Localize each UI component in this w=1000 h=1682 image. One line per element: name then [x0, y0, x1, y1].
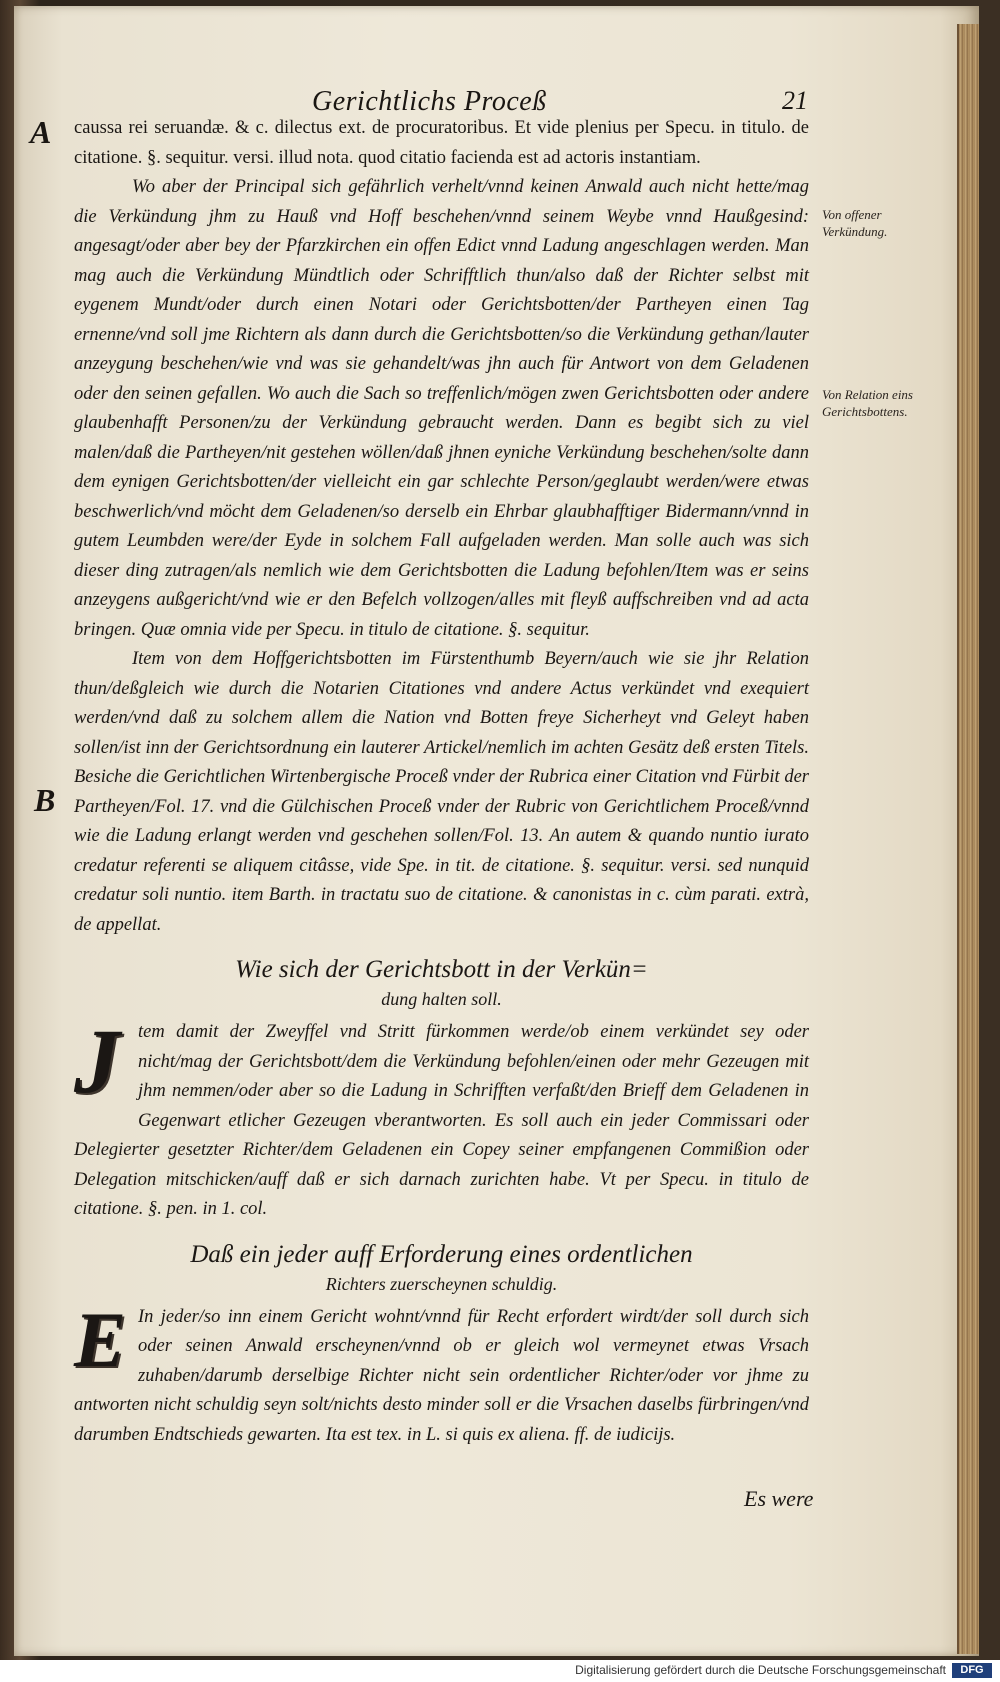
drop-initial-j: J: [74, 1010, 120, 1112]
signature-mark-b: B: [34, 782, 56, 818]
paragraph-2: Wo aber der Principal sich gefährlich verhelt/vnnd keinen Anwald auch nicht hette/mag die Verkündung jhm zu Hauß vnd Hoff beschehen/vnnd seinem Weybe vnnd Haußgesind: angesagt/oder aber bey der Pfarzkirchen ein offen Edict vnnd Ladung angeschlagen werden. Man mag auch die Verkündung Mündtlich oder Schrifftlich thun/also daß der Richter selbst mit eygenem Mundt/oder durch einen Notari oder Gerichtsbotten/der Partheyen einen Tag ernenne/vnd soll jme Richtern als dann durch die Gerichtsbotten/so die Verkündung gethan/lauter anzeygung beschehen/wie vnd was sie gehandelt/was jhn auch für Antwort von dem Geladenen oder den seinen gefallen. Wo auch die Sach so treffenlich/mögen zwen Gerichtsbotten oder andere glaubenhafft Personen/zu der Verkündung gebraucht werden. Dann es begibt sich zu viel malen/daß die Partheyen/nit gestehen wöllen/daß jhnen eyniche Verkündung beschehen/solte dann dem eynigen Gerichtsbotten/der vielleicht ein gar schlechte Person/geglaubt werden/were etwas beschwerlich/vnd möcht dem Geladenen/so derselb ein Ehrbar glaubhafftiger Bidermann/vnnd in gutem Leumbden were/der Eyde in solchem Fall aufgeladen werden. Man solle auch was sich dieser ding zutragen/als nemlich wie dem Gerichtsbotten die Ladung befohlen/Item was er seins anzeygens außgericht/vnd wie er den Befelch vollzogen/alles mit fleyß auffschreiben vnd ad acta bringen. Quæ omnia vide per Specu. in titulo de citatione. §. sequitur.: [74, 177, 809, 640]
section-heading-1: Wie sich der Gerichtsbott in der Verkün=: [235, 956, 648, 983]
main-text: [74, 114, 809, 1450]
paragraph-1: caussa rei seruandæ. & c. dilectus ext. de procuratoribus. Et vide plenius per Specu. in titulo. de citatione. §. sequitur. versi. illud nota. quod citatio facienda est ad actoris instantiam.: [74, 118, 809, 168]
section-heading-2: Daß ein jeder auff Erforderung eines ordentlichen: [190, 1240, 693, 1268]
page-number: 21: [782, 86, 808, 115]
signature-mark-a: A: [30, 114, 52, 150]
catchword: Es were: [744, 1486, 814, 1511]
dfg-logo-icon: DFG: [952, 1663, 992, 1678]
drop-initial-e: E: [74, 1295, 127, 1383]
section-body-1: [74, 1010, 809, 1225]
margin-note-1: Von offener Verkündung.: [822, 207, 888, 239]
paragraph-3: Item von dem Hoffgerichtsbotten im Fürstenthumb Beyern/auch wie sie jhr Relation thun/deßgleich wie durch die Notarien Citationes vnd andere Actus verkündet vnd exequiert werden/vnd daß zu solchem allem die Nation vnd Botten freye Sicherheyt vnd Geleyt haben sollen/ist inn der Gerichtsordnung ein lauterer Artickel/nemlich im achten Gesätz deß ersten Titels. Besiche die Gerichtlichen Wirtenbergische Proceß vnder der Rubrica einer Citation vnd Fürbit der Partheyen/Fol. 17. vnd die Gülchischen Proceß vnder der Rubric von Gerichtlichem Proceß/vnnd wie die Ladung erlangt werden vnd geschehen sollen/Fol. 13. An autem & quando nuntio iurato credatur referenti se aliquem citâsse, vide Spe. in tit. de citatione. §. sequitur. versi. sed nunquid credatur soli nuntio. item Barth. in tractatu suo de citatione. & canonistas in c. cùm parati. extrà, de appellat.: [74, 649, 809, 935]
margin-note-2: Von Relation eins Gerichtsbottens.: [822, 387, 913, 419]
section-text-1: tem damit der Zweyffel vnd Stritt fürkommen werde/ob einem verkündet sey oder nicht/mag der Gerichtsbott/dem die Verkündung befohlen/einen oder mehr Gezeugen mit jhm nemmen/oder aber so die Ladung in Schrifften verfaßt/den Brieff dem Geladenen in Gegenwart etlicher Gezeugen vberantworten. Es soll auch ein jeder Commissari oder Delegierter gesetzter Richter/dem Geladenen ein Copey seiner empfangenen Commißion oder Delegation mitschicken/auff daß er sich darnach zurichten habe. Vt per Specu. in titulo de citatione. §. pen. in 1. col.: [74, 1022, 809, 1219]
footer-bar: [0, 1660, 1000, 1682]
book-page: [14, 6, 979, 1656]
section-subheading-2: Richters zuerscheynen schuldig.: [325, 1273, 558, 1294]
section-text-2: In jeder/so inn einem Gericht wohnt/vnnd für Recht erfordert wirdt/der soll durch sich oder seinen Anwald erscheynen/vnnd ob er gleich wol vermeynet etwas Vrsach zuhaben/darumb derselbige Richter nicht sein ordentlicher Richter/oder vor jhme zu antworten nicht schuldig seyn solt/nichts desto minder soll er die Vrsachen daselbs fürbringen/vnd darumben Endtschieds gewarten. Ita est tex. in L. si quis ex aliena. ff. de iudicijs.: [74, 1306, 809, 1445]
footer-credit: Digitalisierung gefördert durch die Deutsche Forschungsgemeinschaft: [575, 1663, 946, 1677]
section-subheading-1: dung halten soll.: [381, 989, 502, 1009]
page-edge: [957, 24, 979, 1654]
section-body-2: [74, 1295, 809, 1451]
running-title: Gerichtlichs Proceß: [312, 86, 547, 117]
